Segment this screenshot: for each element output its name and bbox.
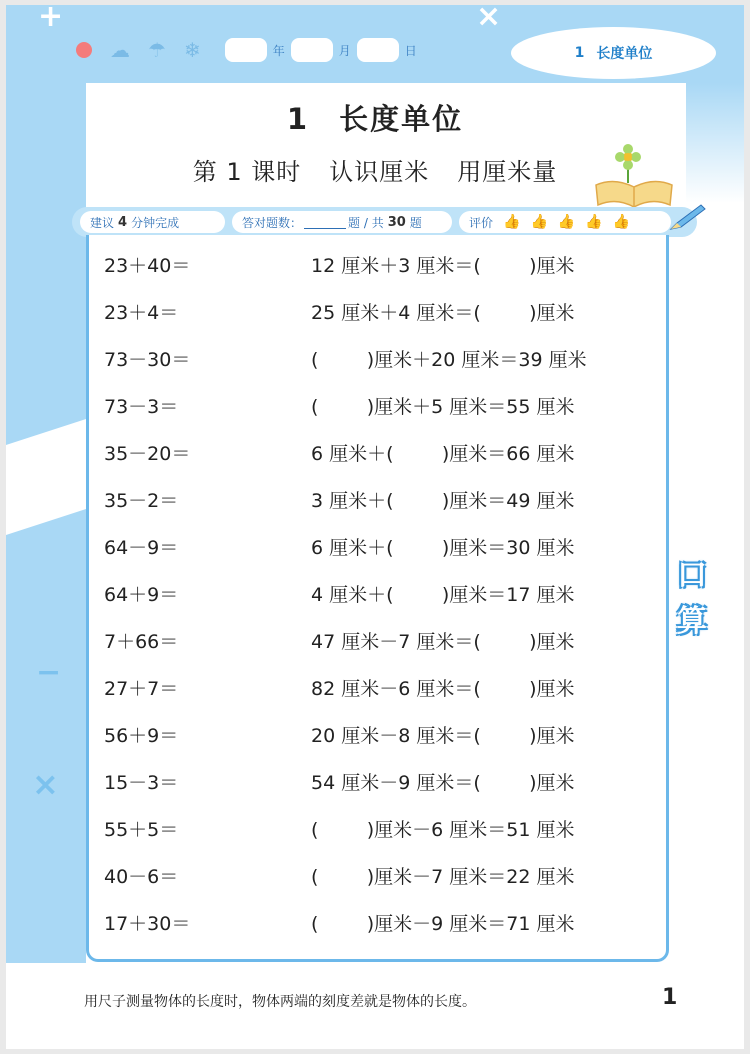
sun-icon <box>76 42 92 58</box>
times-decoration-icon: × <box>32 765 59 803</box>
date-weather-row <box>76 35 417 65</box>
problem-row <box>89 392 669 422</box>
length-problem: 25 厘米＋4 厘米＝( )厘米 <box>311 302 575 324</box>
mental-math-side-label <box>672 553 712 645</box>
day-field[interactable] <box>357 38 399 62</box>
problem-row <box>89 345 669 375</box>
rating-label: 评价 <box>469 215 494 230</box>
length-problem: 54 厘米－9 厘米＝( )厘米 <box>311 772 575 794</box>
plus-decoration-icon: + <box>38 5 64 34</box>
open-book-flower-icon <box>594 143 674 213</box>
length-problem: 47 厘米－7 厘米＝( )厘米 <box>311 631 575 653</box>
mental-math-problem: 64＋9＝ <box>104 584 179 606</box>
length-problem: 4 厘米＋( )厘米＝17 厘米 <box>311 584 575 606</box>
suggest-suffix: 分钟完成 <box>131 215 180 230</box>
thumb-icon[interactable]: 👍 <box>530 214 548 230</box>
problem-row <box>89 439 669 469</box>
length-problem: ( )厘米－6 厘米＝51 厘米 <box>311 819 575 841</box>
correct-suffix: 题 <box>409 215 422 230</box>
problem-row <box>89 768 669 798</box>
worksheet-page <box>6 5 744 1049</box>
month-field[interactable] <box>291 38 333 62</box>
mental-math-problem: 55＋5＝ <box>104 819 179 841</box>
mental-math-problem: 27＋7＝ <box>104 678 179 700</box>
pencil-icon <box>667 203 707 233</box>
problem-row <box>89 580 669 610</box>
length-problem: 12 厘米＋3 厘米＝( )厘米 <box>311 255 575 277</box>
lesson-tag-number: 1 <box>574 45 585 61</box>
mental-math-problem: 15－3＝ <box>104 772 179 794</box>
mental-math-problem: 35－20＝ <box>104 443 191 465</box>
thumb-icon[interactable]: 👍 <box>557 214 576 230</box>
month-label: 月 <box>338 43 351 58</box>
mental-math-problem: 35－2＝ <box>104 490 179 512</box>
suggested-time-chip <box>80 211 225 233</box>
problem-row <box>89 674 669 704</box>
problem-row <box>89 909 669 939</box>
total-count: 30 <box>387 214 406 230</box>
problem-area <box>86 235 669 962</box>
snowflake-icon: ❄ <box>183 38 201 62</box>
mental-math-problem: 23＋40＝ <box>104 255 191 277</box>
title-number: 1 <box>286 102 310 136</box>
page-number: 1 <box>662 985 678 1010</box>
length-problem: 82 厘米－6 厘米＝( )厘米 <box>311 678 575 700</box>
length-problem: ( )厘米＋5 厘米＝55 厘米 <box>311 396 575 418</box>
info-bar <box>72 207 697 237</box>
mental-math-problem: 40－6＝ <box>104 866 179 888</box>
length-problem: ( )厘米－7 厘米＝22 厘米 <box>311 866 575 888</box>
mental-math-problem: 7＋66＝ <box>104 631 179 653</box>
page-title <box>6 97 744 138</box>
score-chip <box>232 211 452 233</box>
correct-prefix: 答对题数： <box>242 215 303 230</box>
suggest-minutes: 4 <box>118 214 128 230</box>
mental-math-problem: 64－9＝ <box>104 537 179 559</box>
correct-mid: 题 / 共 <box>348 215 384 230</box>
thumb-icon[interactable]: 👍 <box>612 214 631 230</box>
thumb-icon[interactable]: 👍 <box>503 214 521 230</box>
lesson-tag-text: 长度单位 <box>596 46 653 62</box>
subtitle-part2: 用厘米量 <box>457 158 558 186</box>
problem-row <box>89 862 669 892</box>
title-text: 长度单位 <box>339 102 464 136</box>
problem-row <box>89 251 669 281</box>
mental-math-problem: 23＋4＝ <box>104 302 179 324</box>
length-problem: 6 厘米＋( )厘米＝66 厘米 <box>311 443 575 465</box>
year-field[interactable] <box>225 38 267 62</box>
year-label: 年 <box>272 43 285 58</box>
lesson-tag <box>511 27 716 79</box>
length-problem: 6 厘米＋( )厘米＝30 厘米 <box>311 537 575 559</box>
rain-cloud-icon: ☂ <box>148 38 166 62</box>
suggest-prefix: 建议 <box>90 215 115 230</box>
mental-math-problem: 56＋9＝ <box>104 725 179 747</box>
problem-row <box>89 298 669 328</box>
mental-math-problem: 73－30＝ <box>104 349 191 371</box>
problem-row <box>89 486 669 516</box>
problem-row <box>89 721 669 751</box>
problem-row <box>89 533 669 563</box>
side-label-char: 口 <box>677 558 707 593</box>
thumb-icon[interactable]: 👍 <box>585 214 603 230</box>
side-label-char: 算 <box>677 604 707 639</box>
rating-chip <box>459 211 671 233</box>
length-problem: 3 厘米＋( )厘米＝49 厘米 <box>311 490 575 512</box>
length-problem: ( )厘米－9 厘米＝71 厘米 <box>311 913 575 935</box>
subtitle-lesson: 第 1 课时 <box>192 158 302 186</box>
mental-math-problem: 73－3＝ <box>104 396 179 418</box>
mental-math-problem: 17＋30＝ <box>104 913 191 935</box>
length-problem: ( )厘米＋20 厘米＝39 厘米 <box>311 349 587 371</box>
times-decoration-icon: × <box>476 5 502 34</box>
problem-row <box>89 627 669 657</box>
problem-row <box>89 815 669 845</box>
day-label: 日 <box>404 43 417 58</box>
length-problem: 20 厘米－8 厘米＝( )厘米 <box>311 725 575 747</box>
partly-cloudy-icon: ☁ <box>110 38 130 62</box>
footer-tip: 用尺子测量物体的长度时，物体两端的刻度差就是物体的长度。 <box>84 994 476 1010</box>
correct-count-blank[interactable] <box>304 216 346 229</box>
subtitle-part1: 认识厘米 <box>329 158 430 186</box>
minus-decoration-icon: − <box>36 655 62 690</box>
